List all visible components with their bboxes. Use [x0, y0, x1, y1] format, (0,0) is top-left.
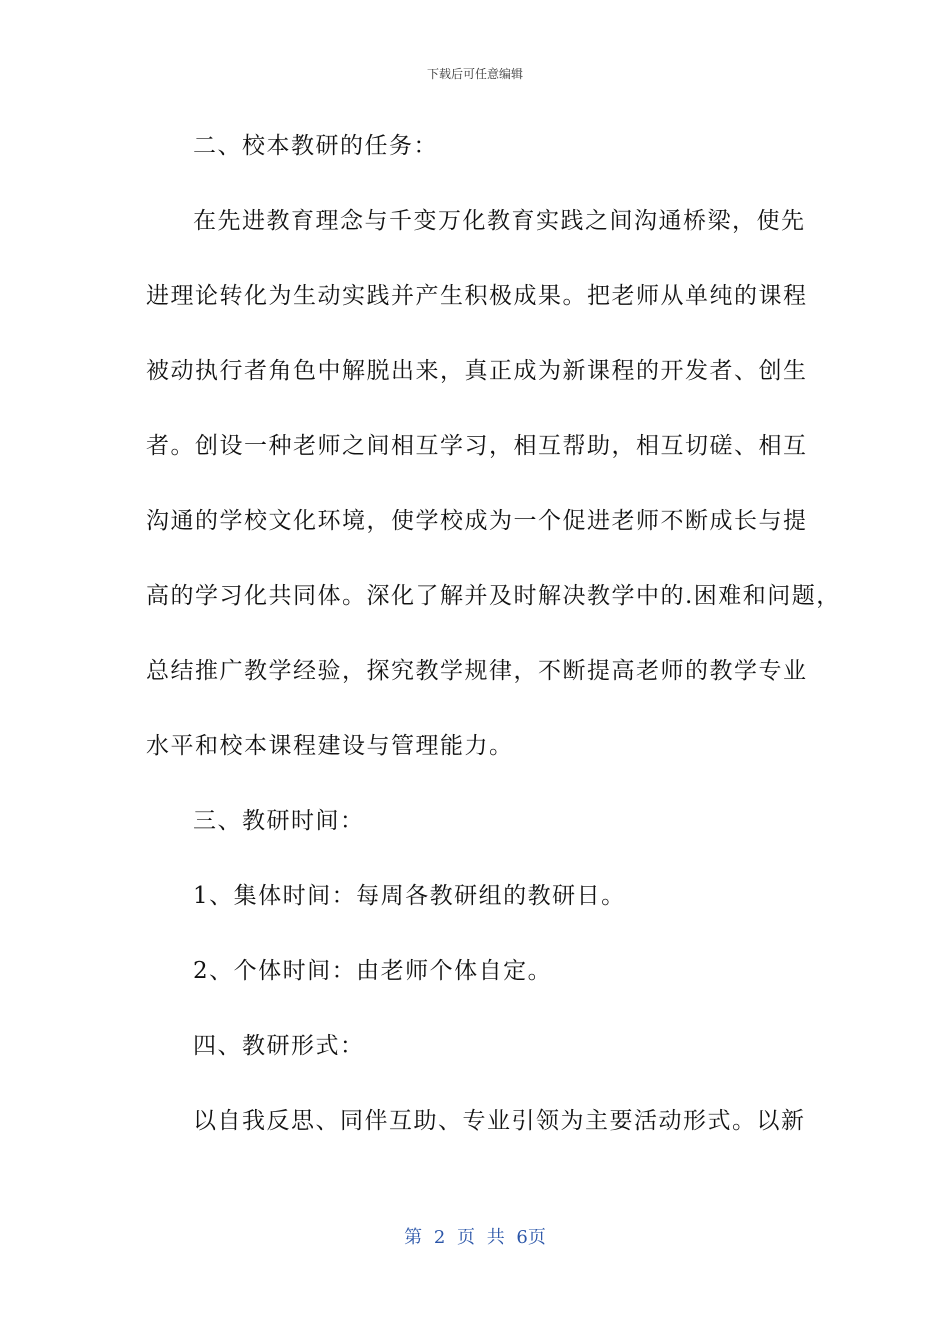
- paragraph-line: 高的学习化共同体。深化了解并及时解决教学中的.困难和问题，: [146, 583, 841, 609]
- page-header: 下载后可任意编辑: [426, 67, 523, 81]
- list-item: 2、个体时间：由老师个体自定。: [193, 958, 553, 984]
- paragraph-line: 总结推广教学经验，探究教学规律，不断提高老师的教学专业: [146, 658, 808, 684]
- paragraph-line: 在先进教育理念与千变万化教育实践之间沟通桥梁，使先: [193, 208, 806, 234]
- paragraph-line: 以自我反思、同伴互助、专业引领为主要活动形式。以新: [193, 1108, 806, 1134]
- section-heading-form: 四、教研形式：: [193, 1033, 365, 1059]
- section-heading-time: 三、教研时间：: [193, 808, 365, 834]
- paragraph-line: 水平和校本课程建设与管理能力。: [146, 733, 514, 759]
- paragraph-line: 被动执行者角色中解脱出来，真正成为新课程的开发者、创生: [146, 358, 808, 384]
- section-heading-tasks: 二、校本教研的任务：: [193, 133, 438, 159]
- paragraph-line: 进理论转化为生动实践并产生积极成果。把老师从单纯的课程: [146, 283, 808, 309]
- paragraph-line: 者。创设一种老师之间相互学习，相互帮助，相互切磋、相互: [146, 433, 808, 459]
- page-number-footer: 第 2 页 共 6页: [404, 1227, 546, 1248]
- paragraph-line: 沟通的学校文化环境，使学校成为一个促进老师不断成长与提: [146, 508, 808, 534]
- list-item: 1、集体时间：每周各教研组的教研日。: [193, 883, 626, 909]
- document-body: [146, 128, 841, 1178]
